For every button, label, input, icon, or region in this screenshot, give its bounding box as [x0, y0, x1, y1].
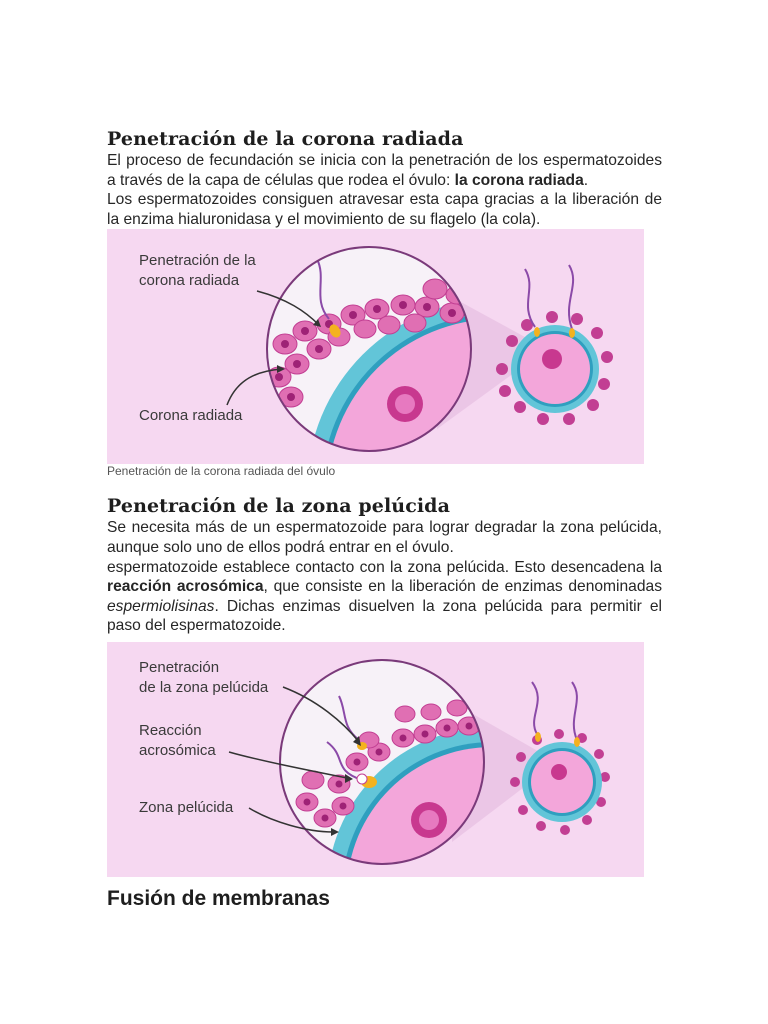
label-penetracion-line2: corona radiada — [139, 272, 240, 290]
label-penetracion-zona-line1: Penetración — [139, 658, 220, 676]
paragraph-corona-1 — [107, 151, 662, 190]
zona-pelucida-illustration — [107, 642, 644, 877]
label-reaccion-line2: acrosómica — [139, 741, 216, 759]
bold-term: reacción acrosómica — [107, 578, 264, 596]
paragraph-text: . Dichas enzimas disuelven la zona pelúcida para permitir el paso del espermatozoide. — [107, 597, 662, 635]
bold-term: la corona radiada — [454, 171, 584, 189]
paragraph-zona-1: Se necesita más de un espermatozoide para lograr degradar la zona pelúcida, aunque solo uno de ellos podrá entrar en el óvulo. — [107, 519, 662, 556]
figure-caption-corona: Penetración de la corona radiada del óvulo — [107, 464, 336, 479]
label-penetracion-line1: Penetración de la — [139, 252, 256, 270]
paragraph-corona-2: Los espermatozoides consiguen atravesar esta capa gracias a la liberación de la enzima hialuronidasa y el movimiento de su flagelo (la cola). — [107, 191, 662, 228]
paragraph-text: . — [583, 171, 589, 189]
paragraph-zona-2 — [107, 558, 662, 636]
paragraph-text: espermatozoide establece contacto con la zona pelúcida. Esto desencadena la — [107, 558, 662, 576]
section-title-zona: Penetración de la zona pelúcida — [107, 495, 450, 518]
label-reaccion-line1: Reacción — [139, 721, 202, 739]
document-page — [107, 128, 662, 911]
section-title-fusion: Fusión de membranas — [107, 886, 330, 910]
paragraph-text: , que consiste en la liberación de enzimas denominadas — [263, 578, 663, 596]
figure-corona-radiada — [107, 229, 644, 464]
figure-zona-pelucida — [107, 642, 644, 877]
label-penetracion-zona-line2: de la zona pelúcida — [139, 678, 269, 696]
corona-radiada-illustration — [107, 229, 644, 464]
paragraph-text: El proceso de fecundación se inicia con la penetración de los espermatozoides a través de la capa de células que rodea el óvulo: — [107, 152, 662, 189]
section-title-corona: Penetración de la corona radiada — [107, 128, 464, 150]
label-zona-pelucida: Zona pelúcida — [139, 798, 234, 816]
label-corona-radiada: Corona radiada — [139, 407, 243, 425]
italic-term: espermiolisinas — [107, 597, 215, 615]
